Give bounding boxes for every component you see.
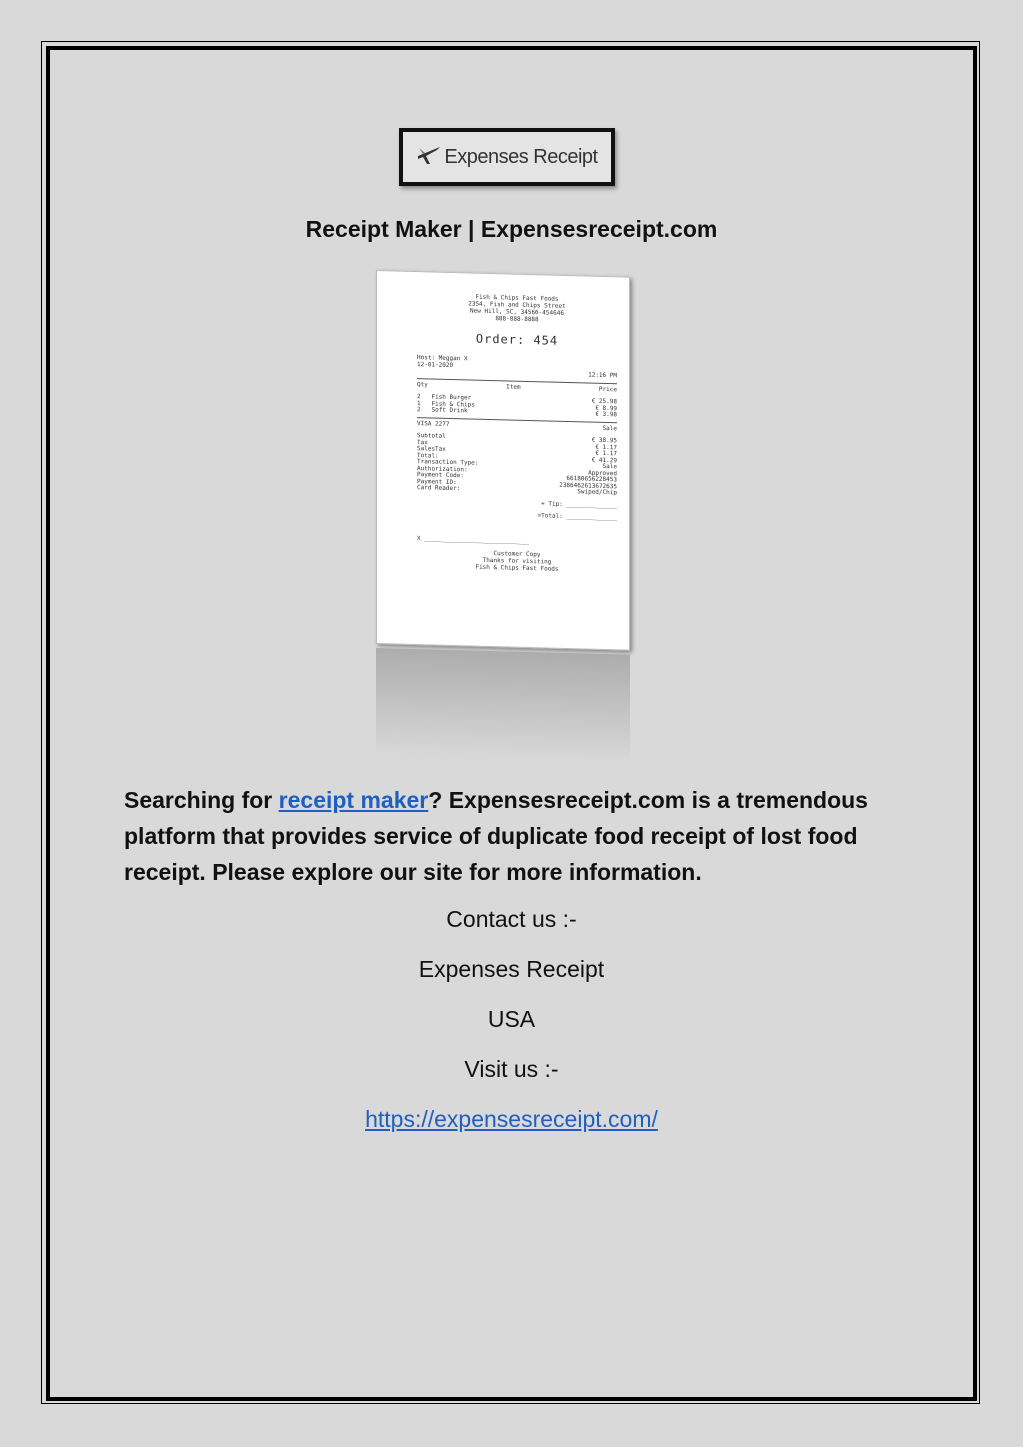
receipt-header bbox=[417, 292, 617, 325]
detail-value: 2386462613672635 bbox=[559, 481, 617, 490]
item-name: Soft Drink bbox=[431, 406, 468, 415]
item-qty: 2 bbox=[417, 393, 421, 401]
detail-label: Transaction Type: bbox=[417, 458, 479, 467]
receipt-footer-line: Thanks for visiting bbox=[482, 556, 552, 566]
logo bbox=[399, 128, 615, 186]
paragraph-prefix: Searching for bbox=[124, 787, 279, 813]
receipt-city-line: New Hill, SC, 34566-454646 bbox=[470, 307, 564, 317]
col-qty: Qty bbox=[417, 380, 428, 388]
item-qty: 1 bbox=[417, 399, 421, 407]
detail-value: Swiped/Chip bbox=[577, 488, 617, 497]
total-value: € 41.29 bbox=[591, 456, 617, 464]
receipt-total-line: =Total: ______________ bbox=[537, 512, 617, 522]
detail-label: Authorization: bbox=[417, 464, 468, 473]
detail-value: 66180656228453 bbox=[566, 474, 617, 484]
item-qty: 2 bbox=[417, 406, 421, 414]
description-paragraph bbox=[124, 782, 914, 890]
receipt-footer-line: Customer Copy bbox=[493, 549, 541, 558]
receipt-address-line: 2354, Fish and Chips Street bbox=[468, 300, 566, 310]
website-link[interactable]: https://expensesreceipt.com/ bbox=[365, 1106, 658, 1132]
total-label: SalesTax bbox=[417, 445, 446, 453]
total-value: € 1.17 bbox=[595, 443, 617, 451]
total-label: Tax bbox=[417, 438, 428, 446]
item-price: € 25.98 bbox=[591, 397, 617, 406]
visit-label: Visit us :- bbox=[464, 1056, 559, 1082]
receipt-order: Order: 454 bbox=[475, 331, 559, 348]
card-type: Sale bbox=[602, 424, 617, 432]
detail-label: Payment ID: bbox=[417, 477, 457, 486]
page-title: Receipt Maker | Expensesreceipt.com bbox=[305, 216, 718, 242]
detail-label: Payment Code: bbox=[417, 471, 464, 480]
detail-value: Approved bbox=[588, 469, 617, 477]
receipt-date: 12-01-2020 bbox=[417, 361, 454, 370]
detail-value: Sale bbox=[602, 462, 617, 471]
total-value: € 1.17 bbox=[595, 449, 617, 458]
item-price: € 8.99 bbox=[595, 404, 617, 412]
receipt-tip: + Tip: ______________ bbox=[541, 499, 617, 509]
airplane-icon bbox=[416, 144, 442, 171]
receipt-time: 12:16 PM bbox=[588, 371, 617, 380]
logo-text: Expenses Receipt bbox=[444, 145, 598, 168]
receipt-signature-line: X _____________________________ bbox=[417, 534, 529, 545]
total-label: Subtotal bbox=[417, 432, 446, 440]
receipt-reflection bbox=[376, 648, 630, 765]
receipt-image bbox=[372, 268, 636, 768]
receipt-host: Host: Meggan X bbox=[417, 354, 468, 363]
website-link-row bbox=[0, 1106, 1023, 1133]
item-price: € 3.98 bbox=[595, 410, 617, 419]
receipt-maker-link[interactable]: receipt maker bbox=[278, 787, 429, 813]
contact-label: Contact us :- bbox=[446, 906, 577, 932]
card-number: VISA 2277 bbox=[417, 419, 450, 428]
col-item: Item bbox=[506, 382, 521, 391]
item-name: Fish Burger bbox=[431, 393, 472, 402]
paragraph-suffix: ? Expensesreceipt.com is a tremendous platform that provides service of duplicate food receipt of lost food receipt. Please explore our site for more information. bbox=[124, 787, 868, 885]
receipt-phone: 888-888-8888 bbox=[495, 315, 539, 324]
total-label: Total: bbox=[417, 451, 439, 460]
item-name: Fish & Chips bbox=[431, 399, 475, 409]
receipt-footer bbox=[417, 548, 617, 574]
total-value: € 38.95 bbox=[591, 436, 617, 445]
company-name: Expenses Receipt bbox=[418, 956, 605, 982]
receipt bbox=[376, 270, 630, 651]
receipt-store-name: Fish & Chips Fast Foods bbox=[475, 293, 559, 303]
detail-label: Card Reader: bbox=[417, 484, 461, 493]
col-price: Price bbox=[598, 385, 617, 393]
receipt-footer-line: Fish & Chips Fast Foods bbox=[475, 563, 559, 573]
country: USA bbox=[487, 1006, 536, 1032]
